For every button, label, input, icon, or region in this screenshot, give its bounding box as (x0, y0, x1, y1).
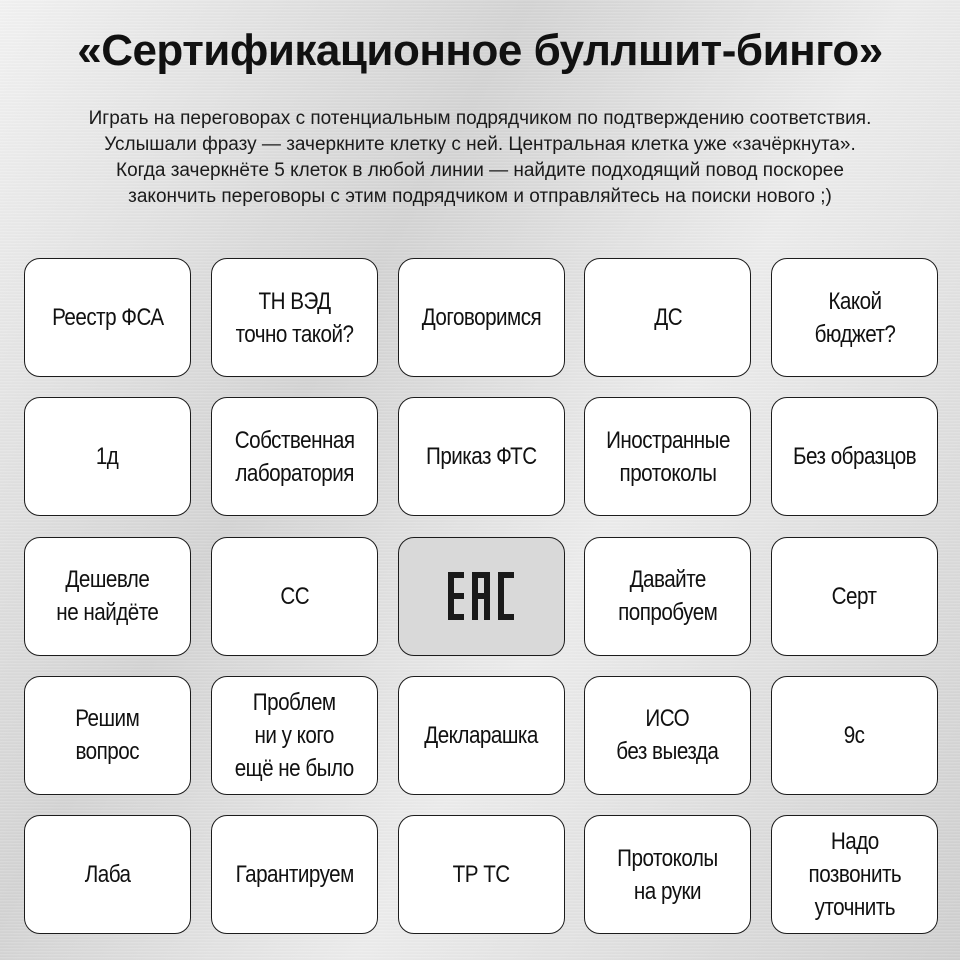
bingo-cell[interactable] (771, 676, 938, 795)
bingo-cell[interactable] (211, 676, 378, 795)
bingo-cell-label: СС (279, 582, 309, 610)
bingo-cell-label: Надо позвонить уточнить (808, 828, 901, 921)
page-title: «Сертификационное буллшит-бинго» (77, 26, 883, 75)
instructions (20, 106, 940, 210)
bingo-cell[interactable] (771, 537, 938, 656)
bingo-cell[interactable] (211, 537, 378, 656)
bingo-cell-label: Проблем ни у кого ещё не было (234, 688, 354, 782)
bingo-cell-label: Реестр ФСА (51, 304, 164, 331)
bingo-cell-label: Лаба (84, 861, 131, 888)
bingo-cell-label: Гарантируем (235, 861, 354, 888)
bingo-free-cell (398, 537, 565, 656)
bingo-cell[interactable] (584, 815, 751, 934)
bingo-cell-label: Какой бюджет? (814, 287, 895, 348)
bingo-cell[interactable] (211, 815, 378, 934)
bingo-cell[interactable] (398, 676, 565, 795)
bingo-cell[interactable] (24, 815, 191, 934)
bingo-cell-label: Дешевле не найдёте (56, 566, 159, 626)
instructions-line: Когда зачеркнёте 5 клеток в любой линии — найдите подходящий повод поскорее (116, 160, 844, 181)
bingo-cell-label: Давайте попробуем (618, 566, 718, 626)
bingo-cell[interactable] (398, 815, 565, 934)
instructions-line: Играть на переговорах с потенциальным подрядчиком по подтверждению соответствия. (88, 108, 872, 129)
bingo-cell-label: Приказ ФТС (425, 443, 537, 471)
eac-mark-icon (446, 570, 516, 622)
bingo-cell[interactable] (771, 815, 938, 934)
bingo-cell[interactable] (584, 676, 751, 795)
bingo-cell[interactable] (211, 258, 378, 377)
bingo-cell[interactable] (24, 397, 191, 516)
bingo-cell-label: Решим вопрос (75, 705, 140, 766)
bingo-cell[interactable] (24, 676, 191, 795)
bingo-board (24, 258, 938, 934)
instructions-line: Услышали фразу — зачеркните клетку с ней. Центральная клетка уже «зачёркнута». (104, 134, 856, 155)
bingo-cell[interactable] (584, 258, 751, 377)
bingo-cell-label: ИСО без выезда (616, 705, 719, 766)
bingo-cell[interactable] (398, 397, 565, 516)
bingo-cell-label: 9с (844, 721, 865, 749)
bingo-cell-label: Декларашка (424, 721, 538, 749)
bingo-cell-label: Без образцов (792, 443, 917, 471)
bingo-cell-label: ТР ТС (452, 861, 510, 888)
bingo-cell[interactable] (584, 397, 751, 516)
bingo-cell-label: Иностранные протоколы (605, 426, 730, 487)
bingo-cell-label: Договоримся (421, 304, 541, 331)
bingo-cell[interactable] (211, 397, 378, 516)
bingo-cell[interactable] (771, 258, 938, 377)
bingo-cell[interactable] (584, 537, 751, 656)
bingo-cell-label: Протоколы на руки (617, 844, 719, 905)
bingo-cell[interactable] (398, 258, 565, 377)
bingo-cell-label: ТН ВЭД точно такой? (235, 287, 354, 348)
bingo-cell[interactable] (771, 397, 938, 516)
bingo-cell-label: ДС (653, 304, 682, 331)
bingo-cell-label: Собственная лаборатория (234, 426, 355, 487)
bingo-cell[interactable] (24, 258, 191, 377)
bingo-cell-label: Серт (832, 582, 877, 610)
instructions-line: закончить переговоры с этим подрядчиком и отправляйтесь на поиски нового ;) (128, 186, 832, 207)
bingo-cell[interactable] (24, 537, 191, 656)
bingo-cell-label: 1д (96, 443, 119, 471)
